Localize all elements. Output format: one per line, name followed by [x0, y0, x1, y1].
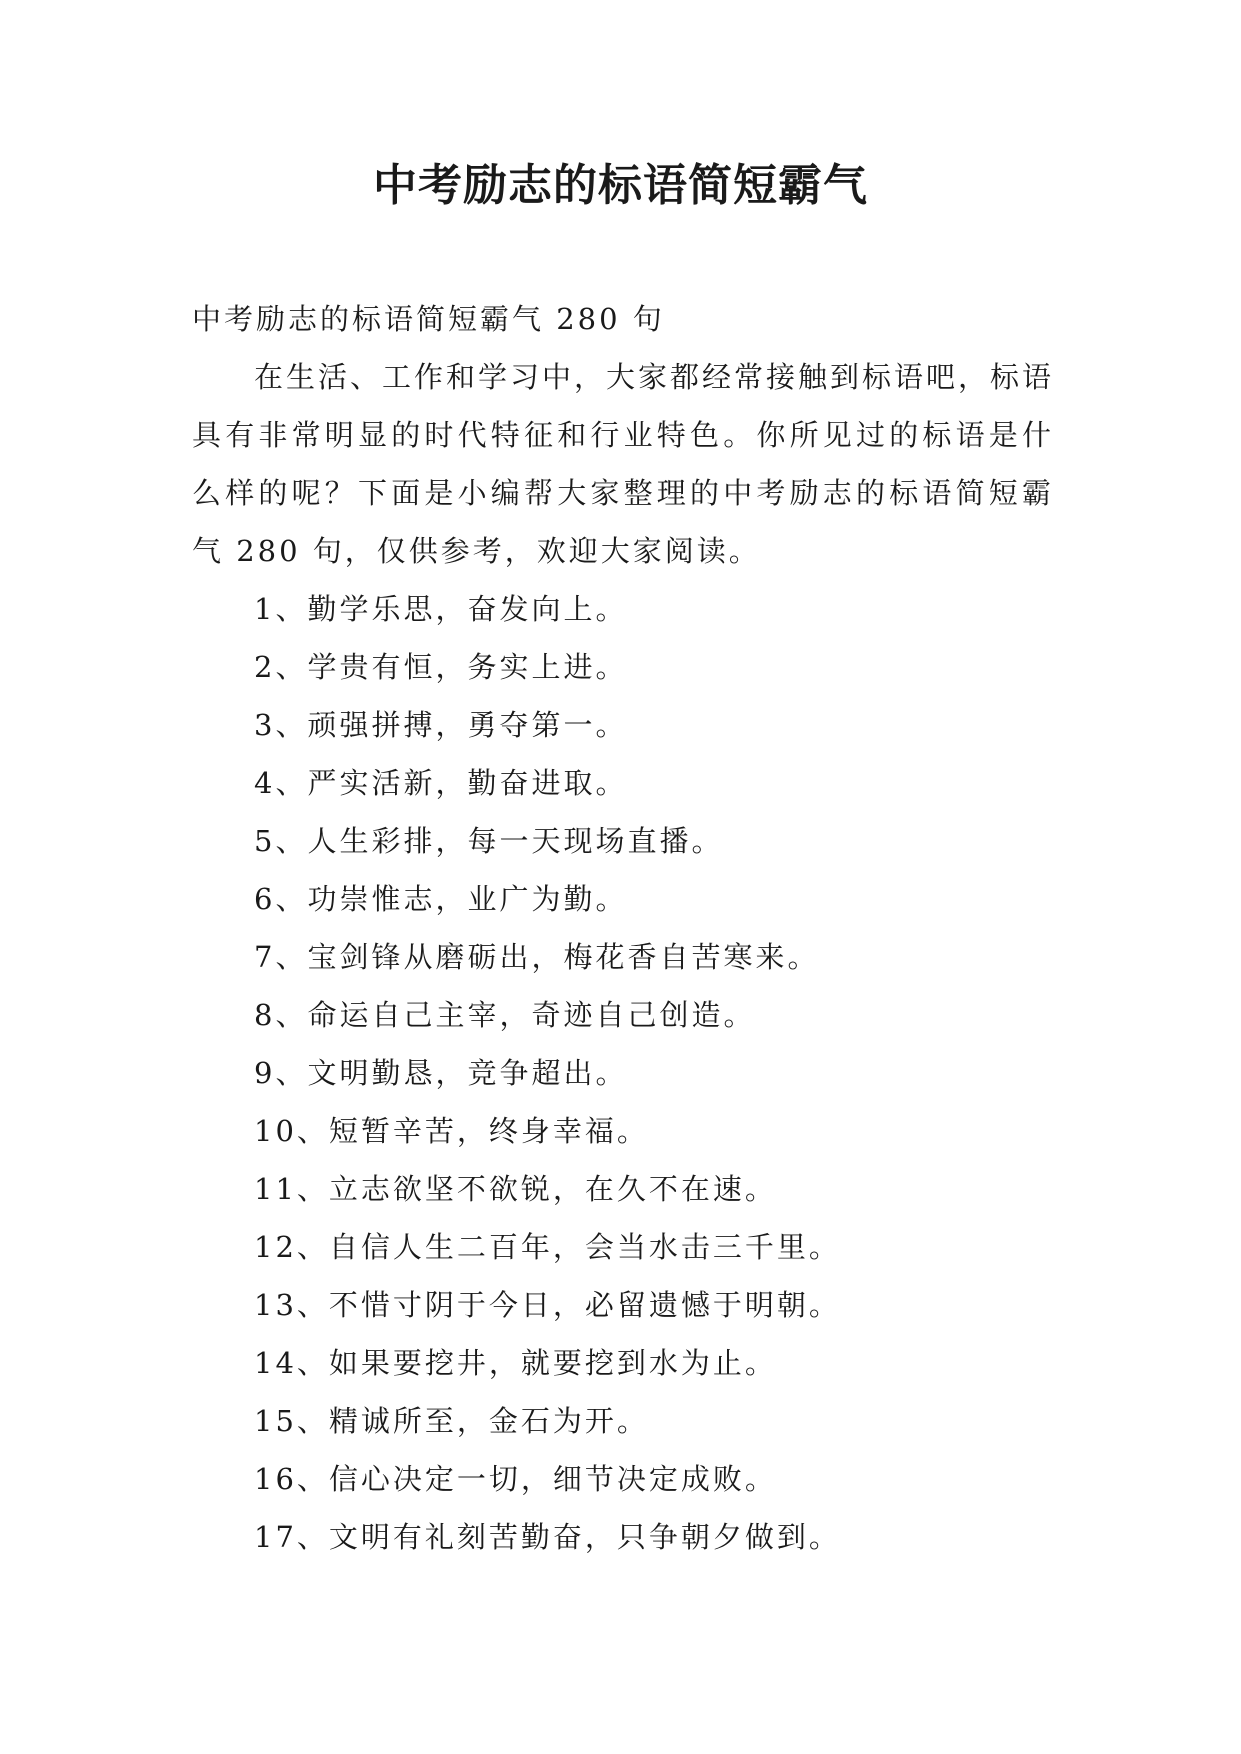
- document-body: [192, 290, 1054, 1566]
- slogan-item: 11、立志欲坚不欲锐，在久不在速。: [254, 1172, 777, 1206]
- slogan-item: 4、严实活新，勤奋进取。: [254, 766, 628, 800]
- slogan-item: 13、不惜寸阴于今日，必留遗憾于明朝。: [254, 1288, 841, 1322]
- slogan-list: [192, 580, 1054, 1566]
- slogan-item: 1、勤学乐思，奋发向上。: [254, 592, 628, 626]
- slogan-item: 16、信心决定一切，细节决定成败。: [254, 1462, 777, 1496]
- document-title: 中考励志的标语简短霸气: [373, 160, 868, 211]
- slogan-item: 15、精诚所至，金石为开。: [254, 1404, 649, 1438]
- intro-paragraph: 在生活、工作和学习中，大家都经常接触到标语吧，标语具有非常明显的时代特征和行业特色。你所见过的标语是什么样的呢？下面是小编帮大家整理的中考励志的标语简短霸气 280 句，仅供参考，欢迎大家阅读。: [192, 360, 1055, 568]
- slogan-item: 17、文明有礼刻苦勤奋，只争朝夕做到。: [254, 1520, 841, 1554]
- slogan-item: 2、学贵有恒，务实上进。: [254, 650, 628, 684]
- slogan-item: 7、宝剑锋从磨砺出，梅花香自苦寒来。: [254, 940, 820, 974]
- slogan-item: 3、顽强拼搏，勇夺第一。: [254, 708, 628, 742]
- document-subtitle: 中考励志的标语简短霸气 280 句: [192, 302, 665, 336]
- slogan-item: 14、如果要挖井，就要挖到水为止。: [254, 1346, 777, 1380]
- slogan-item: 5、人生彩排，每一天现场直播。: [254, 824, 724, 858]
- slogan-item: 9、文明勤恳，竞争超出。: [254, 1056, 628, 1090]
- slogan-item: 10、短暂辛苦，终身幸福。: [254, 1114, 649, 1148]
- slogan-item: 6、功崇惟志，业广为勤。: [254, 882, 628, 916]
- slogan-item: 12、自信人生二百年，会当水击三千里。: [254, 1230, 841, 1264]
- slogan-item: 8、命运自己主宰，奇迹自己创造。: [254, 998, 756, 1032]
